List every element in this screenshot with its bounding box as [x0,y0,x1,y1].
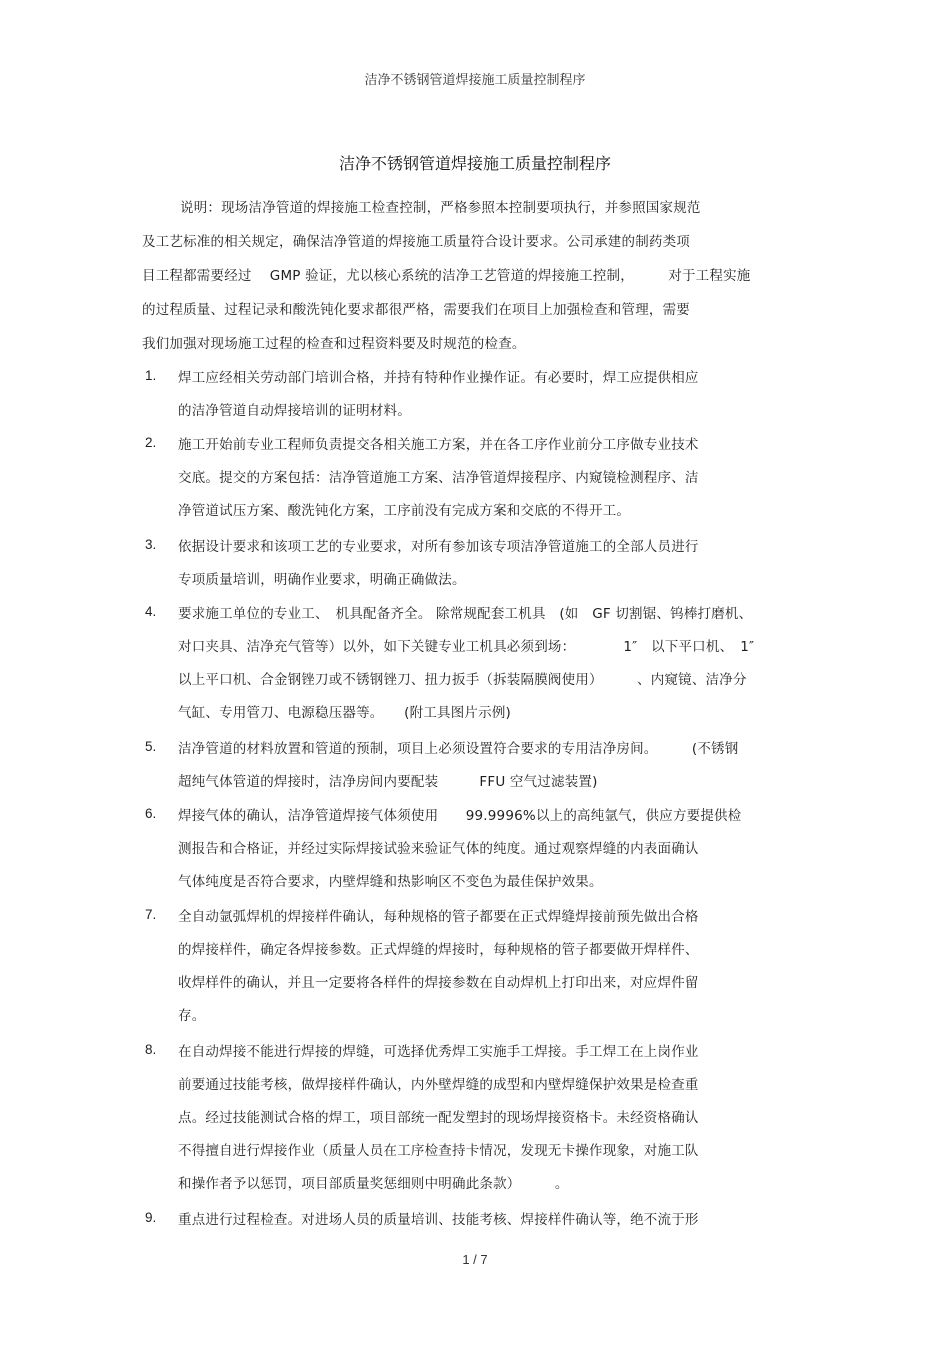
item-line: 和操作者予以惩罚，项目部质量奖惩细则中明确此条款） 。 [178,1176,569,1192]
intro-line: 我们加强对现场施工过程的检查和过程资料要及时规范的检查。 [142,336,526,352]
item-number: 4. [145,604,157,619]
intro-line: 的过程质量、过程记录和酸洗钝化要求都很严格，需要我们在项目上加强检查和管理，需要 [142,302,690,318]
running-header: 洁净不锈钢管道焊接施工质量控制程序 [364,73,586,88]
item-line: 点。经过技能测试合格的焊工，项目部统一配发塑封的现场焊接资格卡。未经资格确认 [178,1110,699,1126]
item-line: 全自动氩弧焊机的焊接样件确认，每种规格的管子都要在正式焊缝焊接前预先做出合格 [178,909,699,925]
item-line: 对口夹具、洁净充气管等）以外，如下关键专业工机具必须到场： 1″ 以下平口机、 1″ [178,639,755,655]
item-line: 存。 [178,1008,206,1024]
item-line: 焊接气体的确认，洁净管道焊接气体须使用 99.9996%以上的高纯氩气，供应方要提供检 [178,808,742,824]
intro-line: 及工艺标准的相关规定，确保洁净管道的焊接施工质量符合设计要求。公司承建的制药类项 [142,234,690,250]
item-line: 收焊样件的确认，并且一定要将各样件的焊接参数在自动焊机上打印出来，对应焊件留 [178,975,699,991]
item-line: 的焊接样件，确定各焊接参数。正式焊缝的焊接时，每种规格的管子都要做开焊样件、 [178,942,699,958]
item-line: 气缸、专用管刀、电源稳压器等。 (附工具图片示例) [178,705,511,721]
item-line: 净管道试压方案、酸洗钝化方案，工序前没有完成方案和交底的不得开工。 [178,503,631,519]
item-number: 8. [145,1042,157,1057]
item-line: 气体纯度是否符合要求，内壁焊缝和热影响区不变色为最佳保护效果。 [178,874,603,890]
item-line: 专项质量培训，明确作业要求，明确正确做法。 [178,572,466,588]
item-line: 不得擅自进行焊接作业（质量人员在工序检查持卡情况，发现无卡操作现象，对施工队 [178,1143,699,1159]
item-number: 2. [145,435,157,450]
intro-line: 说明：现场洁净管道的焊接施工检查控制，严格参照本控制要项执行，并参照国家规范 [180,200,701,216]
item-number: 6. [145,806,157,821]
item-line: 以上平口机、合金钢锉刀或不锈钢锉刀、扭力扳手（拆装隔膜阀使用） 、内窥镜、洁净分 [178,672,747,688]
page-number: 1 / 7 [462,1252,488,1267]
item-line: 在自动焊接不能进行焊接的焊缝，可选择优秀焊工实施手工焊接。手工焊工在上岗作业 [178,1044,699,1060]
item-number: 7. [145,907,157,922]
item-line: 前要通过技能考核，做焊接样件确认，内外壁焊缝的成型和内壁焊缝保护效果是检查重 [178,1077,699,1093]
item-line: 要求施工单位的专业工、 机具配备齐全。 除常规配套工机具 (如 GF 切割锯、钨棒打磨机、 [178,606,753,622]
item-line: 测报告和合格证，并经过实际焊接试验来验证气体的纯度。通过观察焊缝的内表面确认 [178,841,699,857]
item-number: 3. [145,537,157,552]
item-number: 9. [145,1210,157,1225]
intro-line: 目工程都需要经过 GMP 验证，尤以核心系统的洁净工艺管道的焊接施工控制， 对于工程实施 [142,268,751,284]
item-line: 超纯气体管道的焊接时，洁净房间内要配装 FFU 空气过滤装置) [178,774,598,790]
item-number: 5. [145,739,157,754]
item-line: 施工开始前专业工程师负责提交各相关施工方案，并在各工序作业前分工序做专业技术 [178,437,699,453]
item-line: 依据设计要求和该项工艺的专业要求，对所有参加该专项洁净管道施工的全部人员进行 [178,539,699,555]
item-line: 洁净管道的材料放置和管道的预制，项目上必须设置符合要求的专用洁净房间。 (不锈钢 [178,741,739,757]
item-line: 重点进行过程检查。对进场人员的质量培训、技能考核、焊接样件确认等，绝不流于形 [178,1212,699,1228]
document-title: 洁净不锈钢管道焊接施工质量控制程序 [338,154,611,173]
item-number: 1. [145,368,157,383]
item-line: 交底。提交的方案包括：洁净管道施工方案、洁净管道焊接程序、内窥镜检测程序、洁 [178,470,699,486]
item-line: 的洁净管道自动焊接培训的证明材料。 [178,403,411,419]
item-line: 焊工应经相关劳动部门培训合格，并持有特种作业操作证。有必要时，焊工应提供相应 [178,370,699,386]
